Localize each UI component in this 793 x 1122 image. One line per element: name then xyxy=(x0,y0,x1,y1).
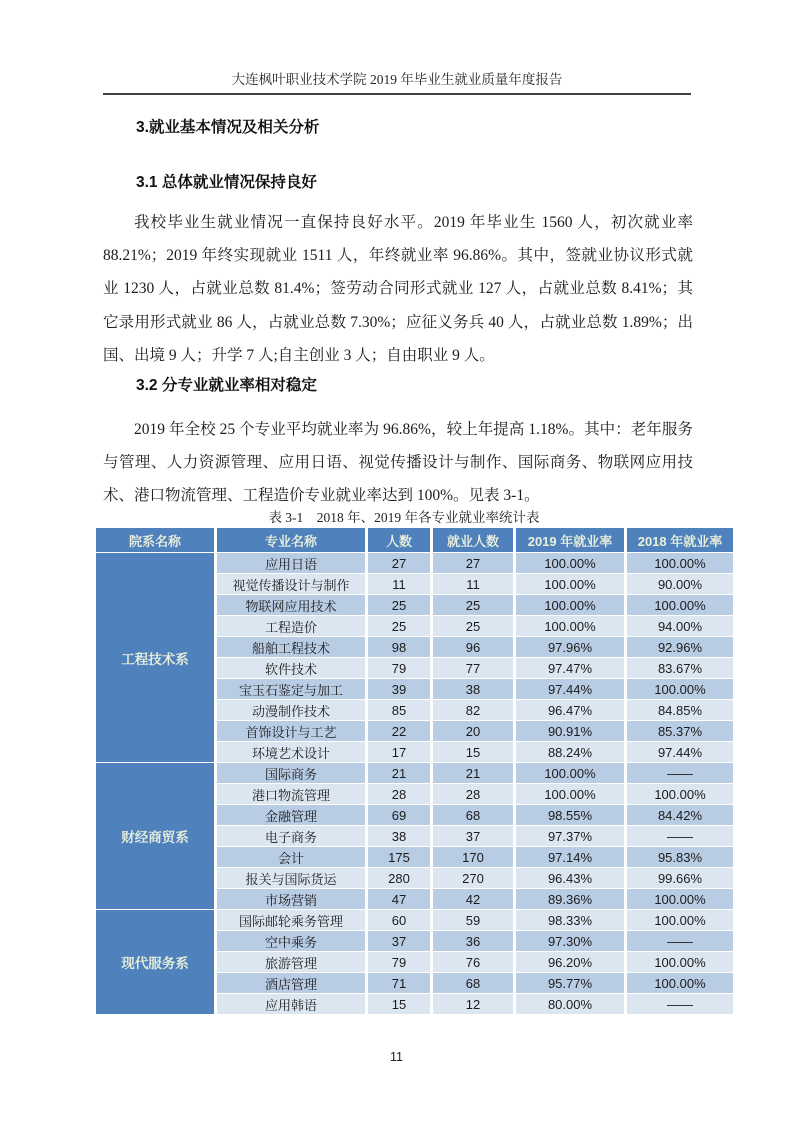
employed-count-cell: 11 xyxy=(433,574,513,594)
major-cell: 国际商务 xyxy=(217,763,365,783)
rate-2018-cell: 99.66% xyxy=(627,868,733,888)
table-caption: 表 3-1 2018 年、2019 年各专业就业率统计表 xyxy=(268,510,540,525)
rate-2019-cell: 80.00% xyxy=(516,994,624,1014)
rate-2018-cell: 92.96% xyxy=(627,637,733,657)
rate-2018-cell: —— xyxy=(627,763,733,783)
rate-2019-cell: 88.24% xyxy=(516,742,624,762)
count-cell: 22 xyxy=(368,721,430,741)
count-cell: 98 xyxy=(368,637,430,657)
rate-2019-cell: 97.37% xyxy=(516,826,624,846)
major-cell: 宝玉石鉴定与加工 xyxy=(217,679,365,699)
major-cell: 环境艺术设计 xyxy=(217,742,365,762)
rate-2018-cell: 100.00% xyxy=(627,910,733,930)
rate-2019-cell: 100.00% xyxy=(516,595,624,615)
count-cell: 17 xyxy=(368,742,430,762)
employed-count-cell: 37 xyxy=(433,826,513,846)
table-row xyxy=(96,910,733,930)
rate-2018-cell: 95.83% xyxy=(627,847,733,867)
rate-2019-cell: 96.20% xyxy=(516,952,624,972)
rate-2018-cell: 100.00% xyxy=(627,973,733,993)
major-cell: 市场营销 xyxy=(217,889,365,909)
rate-2018-cell: 94.00% xyxy=(627,616,733,636)
count-cell: 71 xyxy=(368,973,430,993)
rate-2019-cell: 100.00% xyxy=(516,763,624,783)
employed-count-cell: 25 xyxy=(433,595,513,615)
employed-count-cell: 36 xyxy=(433,931,513,951)
major-cell: 物联网应用技术 xyxy=(217,595,365,615)
count-cell: 79 xyxy=(368,658,430,678)
employed-count-cell: 27 xyxy=(433,553,513,573)
employed-count-cell: 21 xyxy=(433,763,513,783)
major-cell: 电子商务 xyxy=(217,826,365,846)
employed-count-cell: 82 xyxy=(433,700,513,720)
rate-2019-cell: 100.00% xyxy=(516,784,624,804)
employed-count-cell: 68 xyxy=(433,805,513,825)
rate-2018-cell: 83.67% xyxy=(627,658,733,678)
count-cell: 38 xyxy=(368,826,430,846)
count-cell: 37 xyxy=(368,931,430,951)
employed-count-cell: 68 xyxy=(433,973,513,993)
running-header-title: 大连枫叶职业技术学院 2019 年毕业生就业质量年度报告 xyxy=(231,72,563,87)
rate-2018-cell: —— xyxy=(627,931,733,951)
major-cell: 工程造价 xyxy=(217,616,365,636)
rate-2019-cell: 100.00% xyxy=(516,574,624,594)
rate-2018-cell: 100.00% xyxy=(627,784,733,804)
major-cell: 酒店管理 xyxy=(217,973,365,993)
column-header-1: 专业名称 xyxy=(217,528,365,552)
running-header xyxy=(103,68,691,95)
rate-2019-cell: 97.14% xyxy=(516,847,624,867)
major-cell: 国际邮轮乘务管理 xyxy=(217,910,365,930)
employed-count-cell: 59 xyxy=(433,910,513,930)
section-heading-3-2: 3.2 分专业就业率相对稳定 xyxy=(136,377,317,394)
major-cell: 金融管理 xyxy=(217,805,365,825)
rate-2018-cell: —— xyxy=(627,826,733,846)
count-cell: 39 xyxy=(368,679,430,699)
count-cell: 175 xyxy=(368,847,430,867)
major-cell: 港口物流管理 xyxy=(217,784,365,804)
employed-count-cell: 25 xyxy=(433,616,513,636)
count-cell: 25 xyxy=(368,595,430,615)
count-cell: 60 xyxy=(368,910,430,930)
count-cell: 27 xyxy=(368,553,430,573)
column-header-2: 人数 xyxy=(368,528,430,552)
count-cell: 28 xyxy=(368,784,430,804)
major-cell: 船舶工程技术 xyxy=(217,637,365,657)
count-cell: 47 xyxy=(368,889,430,909)
rate-2019-cell: 90.91% xyxy=(516,721,624,741)
paragraph-employment-by-major: 2019 年全校 25 个专业平均就业率为 96.86%，较上年提高 1.18%。其中：老年服务与管理、人力资源管理、应用日语、视觉传播设计与制作、国际商务、物联网应用技术、港口物流管理、工程造价专业就业率达到 100%。见表 3-1。 xyxy=(103,421,693,505)
employed-count-cell: 96 xyxy=(433,637,513,657)
table-header-row xyxy=(96,528,733,552)
employed-count-cell: 12 xyxy=(433,994,513,1014)
employed-count-cell: 42 xyxy=(433,889,513,909)
employed-count-cell: 20 xyxy=(433,721,513,741)
major-cell: 应用韩语 xyxy=(217,994,365,1014)
major-cell: 视觉传播设计与制作 xyxy=(217,574,365,594)
count-cell: 85 xyxy=(368,700,430,720)
count-cell: 11 xyxy=(368,574,430,594)
rate-2018-cell: 100.00% xyxy=(627,595,733,615)
department-cell: 财经商贸系 xyxy=(96,763,214,909)
rate-2019-cell: 97.44% xyxy=(516,679,624,699)
rate-2019-cell: 95.77% xyxy=(516,973,624,993)
column-header-3: 就业人数 xyxy=(433,528,513,552)
count-cell: 15 xyxy=(368,994,430,1014)
major-cell: 空中乘务 xyxy=(217,931,365,951)
rate-2018-cell: —— xyxy=(627,994,733,1014)
rate-2019-cell: 96.47% xyxy=(516,700,624,720)
employed-count-cell: 28 xyxy=(433,784,513,804)
rate-2018-cell: 100.00% xyxy=(627,553,733,573)
section-heading-3-1: 3.1 总体就业情况保持良好 xyxy=(136,174,317,191)
department-cell: 现代服务系 xyxy=(96,910,214,1014)
rate-2018-cell: 90.00% xyxy=(627,574,733,594)
rate-2019-cell: 97.47% xyxy=(516,658,624,678)
rate-2019-cell: 98.55% xyxy=(516,805,624,825)
count-cell: 25 xyxy=(368,616,430,636)
table-row xyxy=(96,553,733,573)
major-cell: 软件技术 xyxy=(217,658,365,678)
rate-2018-cell: 84.42% xyxy=(627,805,733,825)
major-cell: 会计 xyxy=(217,847,365,867)
major-cell: 首饰设计与工艺 xyxy=(217,721,365,741)
employed-count-cell: 15 xyxy=(433,742,513,762)
employed-count-cell: 77 xyxy=(433,658,513,678)
rate-2019-cell: 100.00% xyxy=(516,616,624,636)
column-header-5: 2018 年就业率 xyxy=(627,528,733,552)
count-cell: 79 xyxy=(368,952,430,972)
rate-2019-cell: 97.96% xyxy=(516,637,624,657)
major-cell: 动漫制作技术 xyxy=(217,700,365,720)
rate-2018-cell: 100.00% xyxy=(627,679,733,699)
rate-2019-cell: 89.36% xyxy=(516,889,624,909)
rate-2019-cell: 97.30% xyxy=(516,931,624,951)
employed-count-cell: 38 xyxy=(433,679,513,699)
rate-2019-cell: 98.33% xyxy=(516,910,624,930)
employed-count-cell: 76 xyxy=(433,952,513,972)
page-number: 11 xyxy=(390,1050,403,1064)
rate-2019-cell: 100.00% xyxy=(516,553,624,573)
count-cell: 21 xyxy=(368,763,430,783)
paragraph-overall-employment: 我校毕业生就业情况一直保持良好水平。2019 年毕业生 1560 人，初次就业率 88.21%；2019 年终实现就业 1511 人，年终就业率 96.86%。其中，签就业协议形式就业 1230 人，占就业总数 81.4%；签劳动合同形式就业 127 人，占就业总数 8.41%；其它录用形式就业 86 人，占就业总数 7.30%；应征义务兵 40 人，占就业总数 1.89%；出国、出境 9 人；升学 7 人;自主创业 3 人；自由职业 9 人。 xyxy=(103,214,693,364)
table-row xyxy=(96,763,733,783)
column-header-4: 2019 年就业率 xyxy=(516,528,624,552)
rate-2018-cell: 97.44% xyxy=(627,742,733,762)
employment-rate-table xyxy=(93,527,736,1015)
column-header-0: 院系名称 xyxy=(96,528,214,552)
rate-2018-cell: 84.85% xyxy=(627,700,733,720)
major-cell: 旅游管理 xyxy=(217,952,365,972)
employed-count-cell: 170 xyxy=(433,847,513,867)
major-cell: 应用日语 xyxy=(217,553,365,573)
rate-2018-cell: 100.00% xyxy=(627,952,733,972)
rate-2018-cell: 100.00% xyxy=(627,889,733,909)
employed-count-cell: 270 xyxy=(433,868,513,888)
section-heading-3: 3.就业基本情况及相关分析 xyxy=(136,119,320,136)
department-cell: 工程技术系 xyxy=(96,553,214,762)
rate-2018-cell: 85.37% xyxy=(627,721,733,741)
major-cell: 报关与国际货运 xyxy=(217,868,365,888)
count-cell: 280 xyxy=(368,868,430,888)
rate-2019-cell: 96.43% xyxy=(516,868,624,888)
count-cell: 69 xyxy=(368,805,430,825)
